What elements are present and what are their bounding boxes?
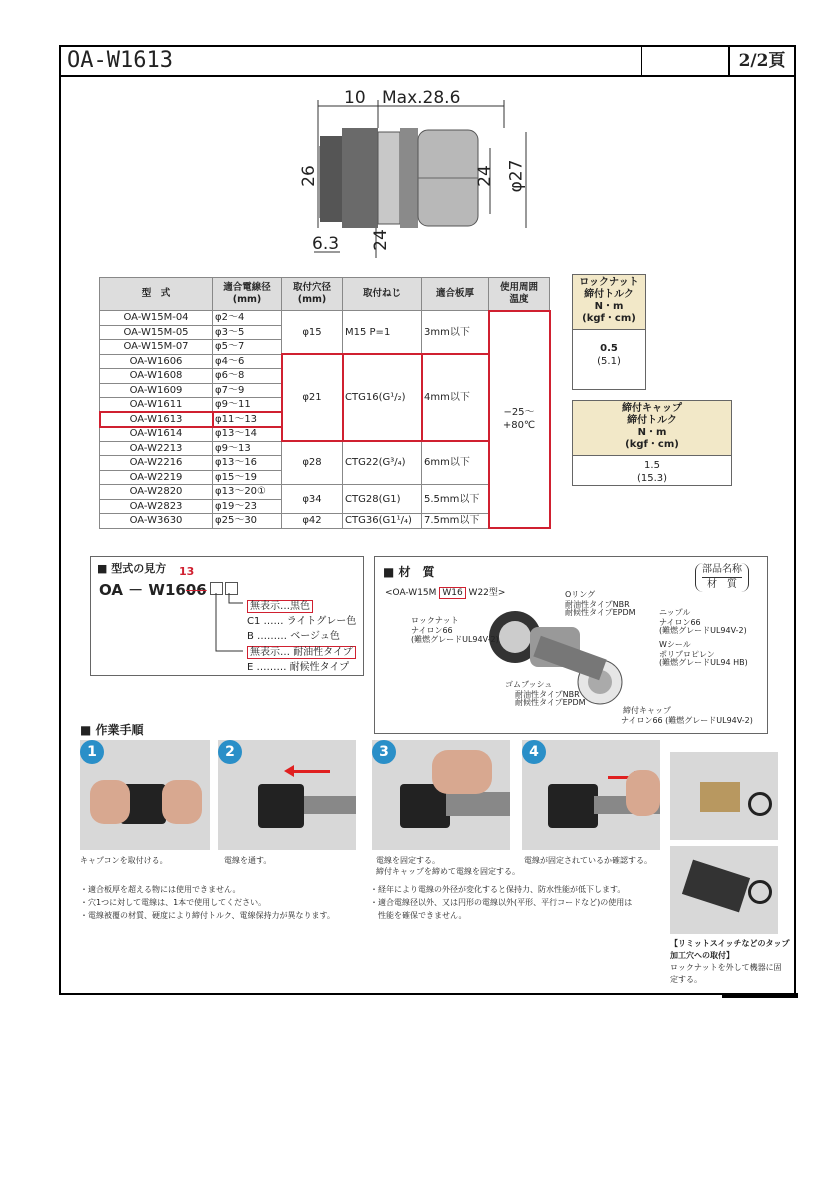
step1-caption: キャプコンを取付ける。 xyxy=(80,856,168,865)
note-right-3: 性能を確保できません。 xyxy=(370,911,467,920)
col-hole: 取付穴径 (mm) xyxy=(282,278,343,311)
table-row-model: OA-W1608 xyxy=(100,369,213,384)
table-row-wire-selected: φ11～13 xyxy=(213,412,282,427)
table-row-model: OA-W3630 xyxy=(100,514,213,529)
table-row-model-selected: OA-W1613 xyxy=(100,412,213,427)
table-row-model: OA-W15M-07 xyxy=(100,340,213,355)
series-label: <OA-W15M W16 W22型> xyxy=(385,588,506,598)
step3-caption-2: 締付キャップを締めて電線を固定する。 xyxy=(376,867,520,876)
material-box: ■ 材 質 部品名称 材 質 <OA-W15M W16 W22型> Oリング 耐油性タイプNBR 耐候性タイプEPDM ニップル ナイロン66 (難燃グレードUL94V-2) ロックナット ナイロン66 (難燃グレードUL94V-2) Wシール ポリプロピレン (難燃グレードUL94 HB) ゴムブッシュ 耐油性タイプNBR 耐候性タイプEPDM 締付キャップ ナイロン66 (難燃グレードUL94V-2) xyxy=(374,556,768,734)
thread-cell: CTG36(G1¹/₄) xyxy=(343,514,422,529)
table-row-wire: φ9～11 xyxy=(213,398,282,413)
side-note-3: ロックナットを外して機器に固 xyxy=(670,963,782,972)
model-red-number: 13 xyxy=(179,565,195,578)
table-row-model: OA-W15M-05 xyxy=(100,325,213,340)
plate-cell: 5.5mm以下 xyxy=(422,485,489,514)
note-left-2: ・穴1つに対して電線は、1本で使用してください。 xyxy=(80,898,267,907)
note-right-2: ・適合電線径以外、又は円形の電線以外(平形、平行コードなど)の使用は xyxy=(370,898,633,907)
table-row-model: OA-W1611 xyxy=(100,398,213,413)
dim-phi27: φ27 xyxy=(506,159,527,193)
table-row-wire: φ7～9 xyxy=(213,383,282,398)
plate-cell: 6mm以下 xyxy=(422,441,489,485)
thread-cell: CTG16(G¹/₂) xyxy=(343,354,422,441)
table-row-model: OA-W2820 xyxy=(100,485,213,500)
hole-cell: φ28 xyxy=(282,441,343,485)
hole-cell: φ34 xyxy=(282,485,343,514)
table-row-model: OA-W1609 xyxy=(100,383,213,398)
step-number: 4 xyxy=(522,740,546,764)
table-row-wire: φ13～14 xyxy=(213,427,282,442)
hole-cell: φ21 xyxy=(282,354,343,441)
table-row-model: OA-W2823 xyxy=(100,499,213,514)
color-default: 無表示…黒色 xyxy=(247,600,313,613)
locknut-torque-box: ロックナット 締付トルク N・m (kgf・cm) 0.5 (5.1) xyxy=(572,274,646,390)
material-legend: 部品名称 材 質 xyxy=(695,563,749,592)
dim-6-3: 6.3 xyxy=(312,234,340,254)
step-number: 1 xyxy=(80,740,104,764)
table-row-wire: φ19～23 xyxy=(213,499,282,514)
cap-torque-box: 締付キャップ 締付トルク N・m (kgf・cm) 1.5 (15.3) xyxy=(572,400,732,486)
hole-cell: φ42 xyxy=(282,514,343,529)
table-row-model: OA-W1614 xyxy=(100,427,213,442)
col-plate: 適合板厚 xyxy=(422,278,489,311)
color-b: B ……… ベージュ色 xyxy=(247,631,340,642)
model-title: ■ 型式の見方 xyxy=(97,562,167,575)
document-title: OA-W1613 xyxy=(61,47,642,75)
page-number: 2/2頁 xyxy=(738,51,786,71)
table-row-model: OA-W15M-04 xyxy=(100,311,213,326)
cap-label: 締付キャップ xyxy=(623,706,671,715)
type-e: E ……… 耐候性タイプ xyxy=(247,662,350,673)
table-row-wire: φ4～6 xyxy=(213,354,282,369)
table-row-wire: φ13～16 xyxy=(213,456,282,471)
side-note-1: 【リミットスイッチなどのタップ xyxy=(670,939,790,948)
plate-cell: 7.5mm以下 xyxy=(422,514,489,529)
bush-label: ゴムブッシュ xyxy=(505,680,553,689)
dim-24: 24 xyxy=(474,165,495,187)
step2-caption: 電線を通す。 xyxy=(224,856,272,865)
model-explanation-box xyxy=(90,556,364,676)
nipple-label: ニップル xyxy=(659,608,691,617)
wseal-label: Wシール xyxy=(659,640,691,649)
limit-switch-photo-2 xyxy=(670,846,778,934)
plate-cell: 3mm以下 xyxy=(422,311,489,355)
color-c1: C1 …… ライトグレー色 xyxy=(247,616,357,627)
dim-10: 10 xyxy=(344,88,366,108)
col-model: 型 式 xyxy=(100,278,213,311)
table-row-model: OA-W2213 xyxy=(100,441,213,456)
limit-switch-photo-1 xyxy=(670,752,778,840)
oring-label: Oリング xyxy=(565,590,596,599)
note-left-1: ・適合板厚を超える物には使用できません。 xyxy=(80,885,241,894)
material-title: ■ 材 質 xyxy=(383,565,435,579)
steps-title: ■ 作業手順 xyxy=(80,723,144,737)
table-row-wire: φ5～7 xyxy=(213,340,282,355)
table-row-wire: φ6～8 xyxy=(213,369,282,384)
step4-caption: 電線が固定されているか確認する。 xyxy=(524,856,652,865)
table-row-model: OA-W1606 xyxy=(100,354,213,369)
thread-cell: M15 P=1 xyxy=(343,311,422,355)
step-number: 3 xyxy=(372,740,396,764)
note-right-1: ・経年により電線の外径が変化すると保持力、防水性能が低下します。 xyxy=(370,885,626,894)
step-number: 2 xyxy=(218,740,242,764)
dim-24-bottom: 24 xyxy=(370,229,391,251)
spec-table xyxy=(99,277,550,529)
temp-cell: −25～ +80℃ xyxy=(489,311,550,529)
hole-cell: φ15 xyxy=(282,311,343,355)
locknut-label: ロックナット xyxy=(411,616,459,625)
dimension-drawing xyxy=(290,88,550,263)
table-row-wire: φ15～19 xyxy=(213,470,282,485)
side-note-4: 定する。 xyxy=(670,975,702,984)
table-row-wire: φ3～5 xyxy=(213,325,282,340)
dim-max: Max.28.6 xyxy=(382,88,461,108)
model-code: OA － W1606 xyxy=(99,579,238,600)
col-thread: 取付ねじ xyxy=(343,278,422,311)
side-note-2: 加工穴への取付】 xyxy=(670,951,734,960)
col-wire: 適合電線径 (mm) xyxy=(213,278,282,311)
note-left-3: ・電線被覆の材質、硬度により締付トルク、電線保持力が異なります。 xyxy=(80,911,335,920)
dim-26: 26 xyxy=(298,165,319,187)
type-default: 無表示… 耐油性タイプ xyxy=(247,646,356,659)
table-row-model: OA-W2219 xyxy=(100,470,213,485)
thread-cell: CTG28(G1) xyxy=(343,485,422,514)
table-row-wire: φ2～4 xyxy=(213,311,282,326)
thread-cell: CTG22(G³/₄) xyxy=(343,441,422,485)
table-row-model: OA-W2216 xyxy=(100,456,213,471)
bottom-bar xyxy=(722,993,798,998)
step3-caption: 電線を固定する。 xyxy=(376,856,440,865)
plate-cell: 4mm以下 xyxy=(422,354,489,441)
table-row-wire: φ25～30 xyxy=(213,514,282,529)
col-temp: 使用周囲 温度 xyxy=(489,278,550,311)
table-row-wire: φ13～20① xyxy=(213,485,282,500)
table-row-wire: φ9～13 xyxy=(213,441,282,456)
